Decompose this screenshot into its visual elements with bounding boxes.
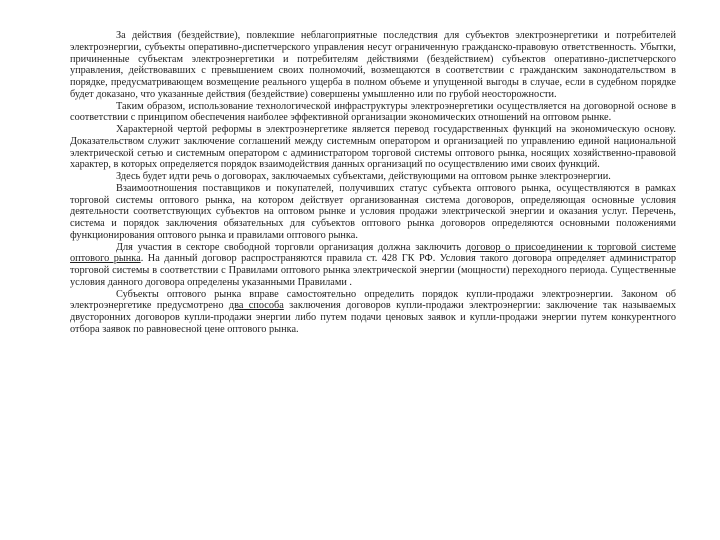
- paragraph-liability: За действия (бездействие), повлекшие неблагоприятные последствия для субъектов электроэнергетики и потребителей электроэнергии, субъекты оперативно-диспетчерского управления несут ограниченную гражданско-правовую ответственность. Убытки, причиненные субъектам электроэнергетики и потребителям действиями (бездействием) субъектов оперативно-диспетчерского управления, действовавших с превышением своих полномочий, возмещаются в соответствии с гражданским законодательством в порядке, предусматривающем возмещение реального ущерба в полном объеме и упущенной выгоды в случае, если в судебном порядке будет доказано, что указанные действия (бездействие) совершены умышленно или по грубой неосторожности.: [70, 30, 676, 100]
- paragraph-trading-before: Для участия в секторе свободной торговли организация должна заключить: [116, 241, 466, 253]
- paragraph-trading-after: . На данный договор распространяются правила ст. 428 ГК РФ. Условия такого договора определяет администратор торговой системы в соответствии с Правилами оптового рынка электрической энергии (мощности) переходного периода. Существенные условия данного договора определены указанными Правилами .: [70, 253, 676, 288]
- paragraph-contracts-intro: Здесь будет идти речь о договорах, заключаемых субъектами, действующими на оптовом рынке электроэнергии.: [116, 171, 611, 182]
- paragraph-relations: Взаимоотношения поставщиков и покупателей, получивших статус субъекта оптового рынка, осуществляются в рамках торговой системы оптового рынка, на котором действует организованная система договоров, определяющая основные условия деятельности соответствующих субъектов на оптовом рынке и условия продажи электрической энергии и оказания услуг. Перечень, система и порядок заключения обязательных для субъектов оптового рынка договоров определяются основными положениями функционирования оптового рынка и правилами оптового рынка.: [70, 182, 676, 241]
- paragraph-purchase-methods: [70, 289, 676, 336]
- accession-contract-term: договор о присоединении к торговой системе оптового рынка: [70, 241, 676, 265]
- two-methods-term: два способа: [228, 300, 284, 312]
- paragraph-infrastructure: Таким образом, использование технологической инфраструктуры электроэнергетики осуществляется на договорной основе в соответствии с принципом обеспечения наиболее эффективной организации экономических отношений на оптовом рынке.: [70, 100, 676, 124]
- document-body: [70, 30, 676, 336]
- paragraph-methods-before: Субъекты оптового рынка вправе самостоятельно определить порядок купли-продажи электроэнергии. Законом об электроэнергетике предусмотрено: [70, 288, 676, 312]
- paragraph-methods-after: заключения договоров купли-продажи электроэнергии: заключение так называемых двусторонних договоров купли-продажи энергии либо путем подачи ценовых заявок и купли-продажи энергии путем конкурентного отбора заявок по равновесной цене оптового рынка.: [70, 300, 676, 335]
- paragraph-trading-sector: [70, 242, 676, 289]
- paragraph-reform: Характерной чертой реформы в электроэнергетике является перевод государственных функций на экономическую основу. Доказательством служит заключение соглашений между системным оператором и организацией по управлению единой национальной электрической сетью и системным оператором с администратором торговой системы оптового рынка, носящих хозяйственно-правовой характер, в которых определяется порядок взаимодействия данных организаций по осуществлению ими своих функций.: [70, 124, 676, 171]
